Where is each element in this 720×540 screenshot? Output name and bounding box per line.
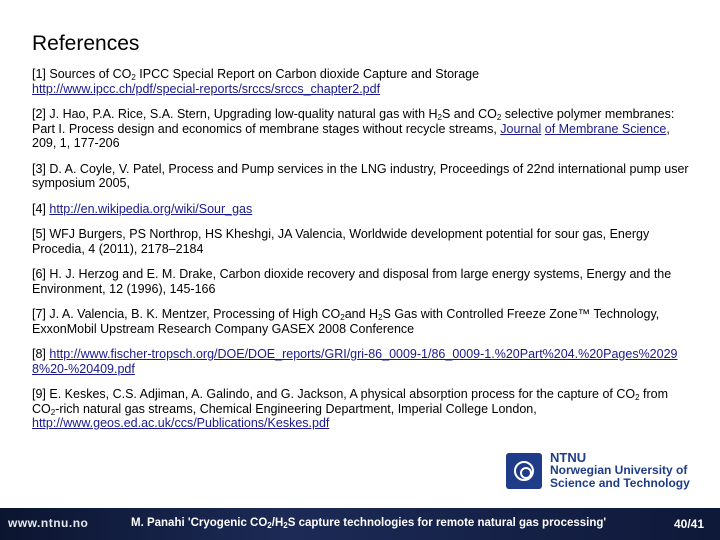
logo-line-2: Science and Technology xyxy=(550,476,690,490)
footer-presentation-title: M. Panahi 'Cryogenic $CO_2/H_2S$ capture technologies for remote natural gas processing' xyxy=(131,517,607,530)
reference-item-8: [8] http://www.fischer-tropsch.org/DOE/DOE_reports/GRI/gri-86_0009-1/86_0009-1.%20Part%204.%20Pages%20298%20-%20409.pdf xyxy=(32,347,678,376)
reference-item-9: [9] E. Keskes, C.S. Adjiman, A. Galindo, and G. Jackson, A physical absorption process for the capture of $CO_2$ from $CO_2$-rich natural gas streams, Chemical Engineering Department, Imperial College London, http://www.geos.ed.ac.uk/ccs/Publications/Keskes.pdf xyxy=(32,387,669,430)
reference-list xyxy=(32,67,692,442)
reference-item-7: [7] J. A. Valencia, B. K. Mentzer, Processing of High $CO_2and$ $H_2S$ Gas with Controlled Freeze Zone™ Technology, ExxonMobil Upstream Research Company GASEX 2008 Conference xyxy=(32,307,660,336)
reference-item-1: [1] Sources of $CO_2$ IPCC Special Report on Carbon dioxide Capture and Storage http://www.ipcc.ch/pdf/special-reports/srccs/srccs_chapter2.pdf xyxy=(32,67,480,96)
reference-link[interactable]: http://www.ipcc.ch/pdf/special-reports/srccs/srccs_chapter2.pdf xyxy=(32,81,381,96)
logo-line-1: Norwegian University of xyxy=(550,463,688,477)
reference-item-4: [4] http://en.wikipedia.org/wiki/Sour_gas xyxy=(32,201,253,216)
ntnu-logo xyxy=(506,451,696,493)
logo-abbreviation: NTNU xyxy=(550,450,587,465)
footer-bar xyxy=(0,508,720,540)
reference-item-2: [2] J. Hao, P.A. Rice, S.A. Stern, Upgrading low-quality natural gas with $H_2S$ and $CO_2$ selective polymer membranes: Part I. Process design and economics of membrane stages without recycle streams, Journal of Membrane Science, 209, 1, 177-206 xyxy=(32,107,675,150)
ntnu-emblem-icon xyxy=(506,453,542,489)
page-number: 40/41 xyxy=(673,517,704,531)
footer-url: www.ntnu.no xyxy=(8,516,89,530)
reference-item-3: [3] D. A. Coyle, V. Patel, Process and Pump services in the LNG industry, Proceedings of 22nd international pump user symposium 2005, xyxy=(32,161,689,190)
page-title: References xyxy=(32,32,140,55)
journal-link-continued[interactable]: of Membrane Science xyxy=(544,121,667,136)
reference-link[interactable]: http://en.wikipedia.org/wiki/Sour_gas xyxy=(49,201,253,216)
reference-item-5: [5] WFJ Burgers, PS Northrop, HS Kheshgi, JA Valencia, Worldwide development potential for sour gas, Energy Procedia, 4 (2011), 2178–2184 xyxy=(32,227,650,256)
reference-item-6: [6] H. J. Herzog and E. M. Drake, Carbon dioxide recovery and disposal from large energy systems, Energy and the Environment, 12 (1996), 145-166 xyxy=(32,267,672,296)
reference-link[interactable]: http://www.geos.ed.ac.uk/ccs/Publications/Keskes.pdf xyxy=(32,416,330,430)
journal-link[interactable]: Journal xyxy=(500,121,542,136)
reference-link[interactable]: http://www.fischer-tropsch.org/DOE/DOE_reports/GRI/gri-86_0009-1/86_0009-1.%20Part%204.%20Pages%20298%20-%20409.pdf xyxy=(32,347,678,376)
